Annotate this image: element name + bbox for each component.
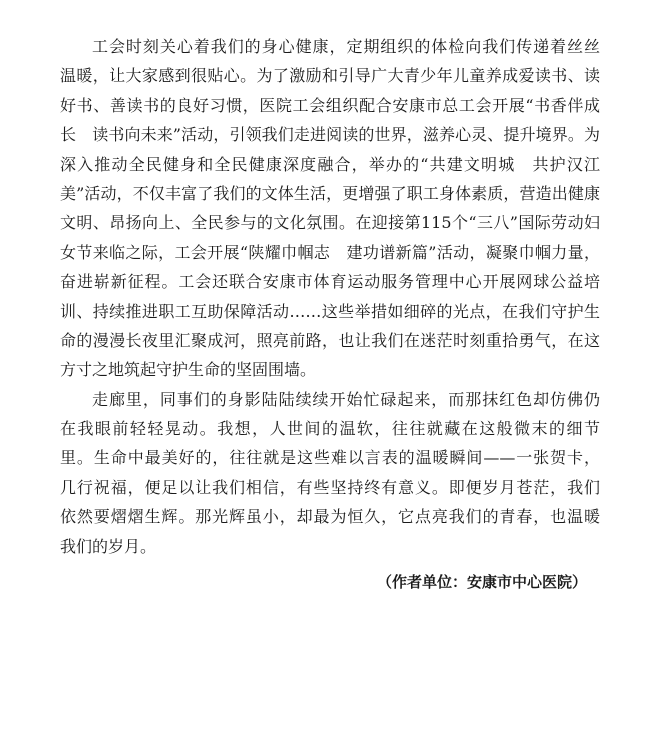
text-line: 深入推动全民健身和全民健康深度融合，举办的“共建文明城 共护汉江 bbox=[60, 154, 600, 174]
text-line: 美”活动，不仅丰富了我们的文体生活，更增强了职工身体素质，营造出健康 bbox=[60, 183, 600, 203]
text-line: 几行祝福，便足以让我们相信，有些坚持终有意义。即便岁月苍茫，我们 bbox=[60, 477, 600, 497]
text-line: 在我眼前轻轻晃动。我想，人世间的温软，往往就藏在这般微末的细节 bbox=[60, 419, 600, 439]
paragraph-union-care bbox=[60, 32, 600, 385]
text-line: 工会时刻关心着我们的身心健康，定期组织的体检向我们传递着丝丝 bbox=[92, 37, 600, 56]
article-body bbox=[60, 32, 600, 561]
author-affiliation: （作者单位：安康市中心医院） bbox=[376, 573, 587, 591]
text-line: 女节来临之际，工会开展“陕耀巾帼志 建功谱新篇”活动，凝聚巾帼力量， bbox=[60, 242, 600, 262]
text-line: 好书、善读书的良好习惯，医院工会组织配合安康市总工会开展“书香伴成 bbox=[60, 95, 600, 115]
text-line: 长 读书向未来”活动，引领我们走进阅读的世界，滋养心灵、提升境界。为 bbox=[60, 125, 600, 145]
text-line: 命的漫漫长夜里汇聚成河，照亮前路，也让我们在迷茫时刻重拾勇气，在这 bbox=[60, 330, 600, 350]
text-line: 走廊里，同事们的身影陆陆续续开始忙碌起来，而那抹红色却仿佛仍 bbox=[92, 389, 600, 409]
text-line: 奋进崭新征程。工会还联合安康市体育运动服务管理中心开展网球公益培 bbox=[60, 272, 600, 292]
text-line: 依然要熠熠生辉。那光辉虽小，却最为恒久，它点亮我们的青春，也温暖 bbox=[60, 507, 600, 527]
text-line: 温暖，让大家感到很贴心。为了激励和引导广大青少年儿童养成爱读书、读 bbox=[60, 66, 600, 86]
text-line: 文明、昂扬向上、全民参与的文化氛围。在迎接第115个“三八”国际劳动妇 bbox=[60, 213, 600, 233]
text-line: 训、持续推进职工互助保障活动……这些举措如细碎的光点，在我们守护生 bbox=[60, 301, 600, 321]
paragraph-corridor-reflection bbox=[60, 385, 600, 561]
text-line: 我们的岁月。 bbox=[60, 536, 157, 556]
text-line: 方寸之地筑起守护生命的坚固围墙。 bbox=[60, 360, 317, 380]
text-line: 里。生命中最美好的，往往就是这些难以言表的温暖瞬间——一张贺卡， bbox=[60, 448, 600, 468]
